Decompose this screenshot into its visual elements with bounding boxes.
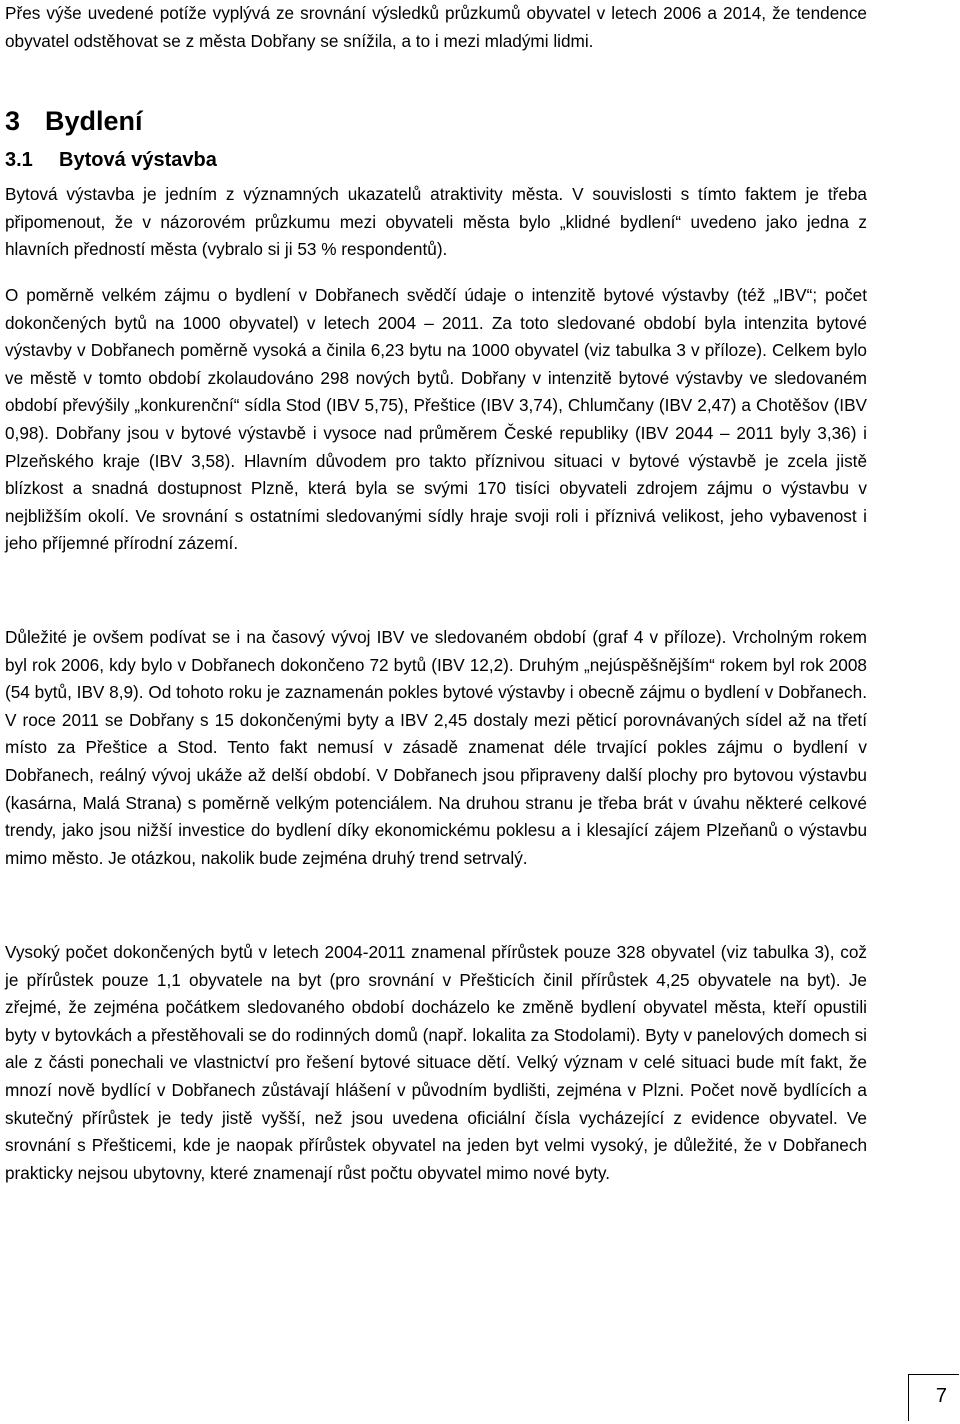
section-title: Bytová výstavba bbox=[59, 149, 217, 171]
chapter-number: 3 bbox=[5, 106, 21, 136]
section-heading bbox=[5, 146, 217, 174]
page-number: 7 bbox=[935, 1385, 947, 1407]
page-number-box bbox=[908, 1374, 959, 1421]
body-paragraph: Bytová výstavba je jedním z významných ukazatelů atraktivity města. V souvislosti s tímto faktem je třeba připomenout, že v názorovém průzkumu mezi obyvateli města bylo „klidné bydlení“ uvedeno jako jedna z hlavních předností města (vybralo si ji 53 % respondentů). bbox=[5, 184, 867, 260]
body-paragraph: Důležité je ovšem podívat se i na časový vývoj IBV ve sledovaném období (graf 4 v příloze). Vrcholným rokem byl rok 2006, kdy bylo v Dobřanech dokončeno 72 bytů (IBV 12,2). Druhým „nejúspěšnějším“ rokem byl rok 2008 (54 bytů, IBV 8,9). Od tohoto roku je zaznamenán pokles bytové výstavby i obecně zájmu o bydlení v Dobřanech. V roce 2011 se Dobřany s 15 dokončenými byty a IBV 2,45 dostaly mezi pěticí porovnávaných sídel až na třetí místo za Přeštice a Stod. Tento fakt nemusí v zásadě znamenat déle trvající pokles zájmu o bydlení v Dobřanech, reálný vývoj ukáže až delší období. V Dobřanech jsou připraveny další plochy pro bytovou výstavbu (kasárna, Malá Strana) s poměrně velkým potenciálem. Na druhou stranu je třeba brát v úvahu některé celkové trendy, jako jsou nižší investice do bydlení díky ekonomickému poklesu a i klesající zájem Plzeňanů o výstavbu mimo město. Je otázkou, nakolik bude zejména druhý trend setrvalý. bbox=[5, 627, 867, 868]
intro-paragraph: Přes výše uvedené potíže vyplývá ze srovnání výsledků průzkumů obyvatel v letech 2006 a 2014, že tendence obyvatel odstěhovat se z města Dobřany se snížila, a to i mezi mladými lidmi. bbox=[5, 3, 867, 51]
body-paragraph: Vysoký počet dokončených bytů v letech 2004-2011 znamenal přírůstek pouze 328 obyvatel (viz tabulka 3), což je přírůstek pouze 1,1 obyvatele na byt (pro srovnání v Přešticích činil přírůstek 4,25 obyvatele na byt). Je zřejmé, že zejména počátkem sledovaného období docházelo ke změně bydlení obyvatel města, kteří opustili byty v bytovkách a přestěhovali se do rodinných domů (např. lokalita za Stodolami). Byty v panelových domech si ale z části ponechali ve vlastnictví pro řešení bytové situace dětí. Velký význam v celé situaci bude mít fakt, že mnozí nově bydlící v Dobřanech zůstávají hlášení v původním bydlišti, zejména v Plzni. Počet nově bydlících a skutečný přírůstek je tedy jistě vyšší, než jsou uvedena oficiální čísla vycházející z evidence obyvatel. Ve srovnání s Přešticemi, kde je naopak přírůstek obyvatel na jeden byt velmi vysoký, je důležité, že v Dobřanech prakticky nejsou ubytovny, které znamenají růst počtu obyvatel mimo nové byty. bbox=[5, 942, 867, 1183]
chapter-heading bbox=[5, 104, 143, 138]
body-paragraph: O poměrně velkém zájmu o bydlení v Dobřanech svědčí údaje o intenzitě bytové výstavby (též „IBV“; počet dokončených bytů na 1000 obyvatel) v letech 2004 – 2011. Za toto sledované období byla intenzita bytové výstavby v Dobřanech poměrně vysoká a činila 6,23 bytu na 1000 obyvatel (viz tabulka 3 v příloze). Celkem bylo ve městě v tomto období zkolaudováno 298 nových bytů. Dobřany v intenzitě bytové výstavby ve sledovaném období převýšily „konkurenční“ sídla Stod (IBV 5,75), Přeštice (IBV 3,74), Chlumčany (IBV 2,47) a Chotěšov (IBV 0,98). Dobřany jsou v bytové výstavbě i vysoce nad průměrem České republiky (IBV 2044 – 2011 byly 3,36) i Plzeňského kraje (IBV 3,58). Hlavním důvodem pro takto příznivou situaci v bytové výstavbě je zcela jistě blízkost a snadná dostupnost Plzně, která byla se svými 170 tisíci obyvateli zdrojem zájmu o výstavbu v nejbližším okolí. Ve srovnání s ostatními sledovanými sídly hraje svoji roli i příznivá velikost, jeho vybavenost i jeho příjemné přírodní zázemí. bbox=[5, 285, 867, 554]
section-number: 3.1 bbox=[5, 149, 33, 171]
chapter-title: Bydlení bbox=[45, 106, 143, 136]
